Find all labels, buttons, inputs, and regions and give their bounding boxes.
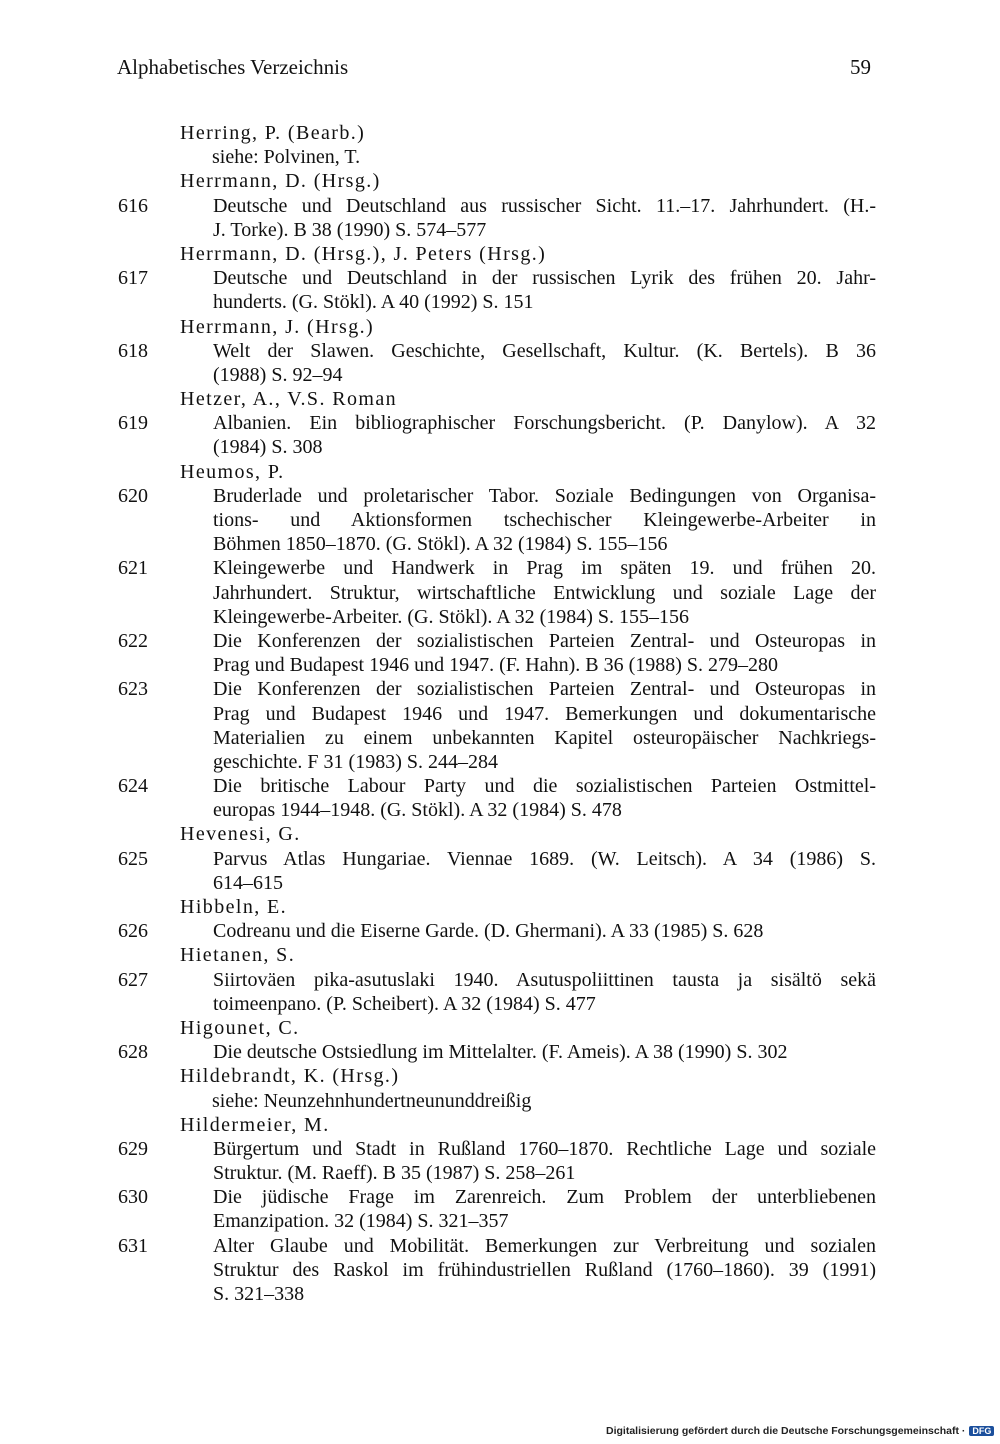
entry-line — [0, 1040, 1000, 1064]
entry-line — [0, 629, 1000, 653]
entry-number: 628 — [118, 1041, 148, 1064]
entry-line — [0, 992, 1000, 1016]
page-number: 59 — [850, 55, 871, 79]
author-heading: Herrmann, D. (Hrsg.), J. Peters (Hrsg.) — [180, 242, 547, 265]
entry-number: 622 — [118, 629, 148, 652]
entry-number: 616 — [118, 194, 148, 217]
entry-text: Struktur des Raskol im frühindustriellen Rußland (1760–1860). 39 (1991) — [213, 1258, 876, 1281]
entry-line — [0, 702, 1000, 726]
entry-text: 614–615 — [213, 871, 283, 894]
footer-text: Digitalisierung gefördert durch die Deutsche Forschungsgemeinschaft · — [606, 1425, 966, 1437]
entry-line — [0, 411, 1000, 435]
entry-text: Die britische Labour Party und die sozialistischen Parteien Ostmittel- — [213, 775, 876, 798]
entry-text: Die deutsche Ostsiedlung im Mittelalter. (F. Ameis). A 38 (1990) S. 302 — [213, 1041, 788, 1064]
author-heading: Hildermeier, M. — [180, 1113, 330, 1136]
entry-text: Emanzipation. 32 (1984) S. 321–357 — [213, 1210, 509, 1233]
entry-line — [0, 726, 1000, 750]
entry-line — [0, 871, 1000, 895]
entry-line — [0, 532, 1000, 556]
entry-text: Die Konferenzen der sozialistischen Parteien Zentral- und Osteuropas in — [213, 678, 876, 701]
entry-number: 630 — [118, 1186, 148, 1209]
entry-line — [0, 1185, 1000, 1209]
entry-text: (1988) S. 92–94 — [213, 363, 343, 386]
entry-line — [0, 194, 1000, 218]
entry-text: (1984) S. 308 — [213, 436, 323, 459]
entry-text: tions- und Aktionsformen tschechischer Kleingewerbe-Arbeiter in — [213, 509, 876, 531]
entry-line — [0, 484, 1000, 508]
author-heading: Hietanen, S. — [180, 944, 296, 967]
entry-line — [0, 1137, 1000, 1161]
entry-number: 619 — [118, 412, 148, 435]
entry-line — [0, 435, 1000, 459]
entry-text: Die jüdische Frage im Zarenreich. Zum Problem der unterbliebenen — [213, 1186, 876, 1209]
author-heading: Hildebrandt, K. (Hrsg.) — [180, 1065, 400, 1088]
entry-text: Bürgertum und Stadt in Rußland 1760–1870. Rechtliche Lage und soziale — [213, 1137, 876, 1160]
cross-reference: siehe: Polvinen, T. — [212, 146, 361, 169]
entry-number: 627 — [118, 968, 148, 991]
entry-line — [0, 556, 1000, 580]
entry-line — [0, 339, 1000, 363]
author-heading: Hevenesi, G. — [180, 823, 301, 846]
entry-number: 626 — [118, 920, 148, 943]
entry-line — [0, 1209, 1000, 1233]
entry-number: 618 — [118, 339, 148, 362]
entry-text: Deutsche und Deutschland in der russischen Lyrik des frühen 20. Jahr- — [213, 267, 876, 290]
entry-text: Kleingewerbe und Handwerk in Prag im späten 19. und frühen 20. — [213, 557, 876, 580]
entry-text: Siirtoväen pika-asutuslaki 1940. Asutuspoliittinen tausta ja sisältö sekä — [213, 968, 876, 991]
dfg-logo: DFG — [969, 1426, 994, 1436]
entry-line — [0, 605, 1000, 629]
entry-text: Alter Glaube und Mobilität. Bemerkungen zur Verbreitung und sozialen — [213, 1234, 876, 1257]
author-heading: Heumos, P. — [180, 460, 285, 483]
entry-text: J. Torke). B 38 (1990) S. 574–577 — [213, 218, 487, 241]
entry-text: hunderts. (G. Stökl). A 40 (1992) S. 151 — [213, 291, 534, 314]
entry-line — [0, 1282, 1000, 1306]
entry-number: 625 — [118, 847, 148, 870]
author-heading: Herrmann, D. (Hrsg.) — [180, 170, 381, 193]
entry-number: 621 — [118, 557, 148, 580]
entry-number: 631 — [118, 1234, 148, 1257]
entry-text: Prag und Budapest 1946 und 1947. (F. Hahn). B 36 (1988) S. 279–280 — [213, 654, 779, 677]
author-heading: Hetzer, A., V.S. Roman — [180, 388, 398, 411]
entry-line — [0, 266, 1000, 290]
entry-text: Albanien. Ein bibliographischer Forschungsbericht. (P. Danylow). A 32 — [213, 412, 876, 435]
entry-number: 624 — [118, 775, 148, 798]
entry-line — [0, 508, 1000, 532]
running-header-title: Alphabetisches Verzeichnis — [117, 55, 349, 79]
entry-text: europas 1944–1948. (G. Stökl). A 32 (1984) S. 478 — [213, 799, 622, 822]
entry-text: Parvus Atlas Hungariae. Viennae 1689. (W. Leitsch). A 34 (1986) S. — [213, 847, 876, 870]
entry-line — [0, 1258, 1000, 1282]
entry-number: 617 — [118, 267, 148, 290]
entry-text: S. 321–338 — [213, 1283, 305, 1305]
entry-text: toimeenpano. (P. Scheibert). A 32 (1984) S. 477 — [213, 992, 596, 1015]
entry-text: Welt der Slawen. Geschichte, Gesellschaft, Kultur. (K. Bertels). B 36 — [213, 339, 876, 362]
entry-line — [0, 677, 1000, 701]
entry-text: Bruderlade und proletarischer Tabor. Soziale Bedingungen von Organisa- — [213, 484, 876, 507]
entry-line — [0, 218, 1000, 242]
entry-line — [0, 1234, 1000, 1258]
entry-text: Böhmen 1850–1870. (G. Stökl). A 32 (1984) S. 155–156 — [213, 533, 668, 556]
entry-line — [0, 847, 1000, 871]
entry-line — [0, 798, 1000, 822]
entry-line — [0, 653, 1000, 677]
entry-line — [0, 581, 1000, 605]
author-heading: Hibbeln, E. — [180, 896, 288, 918]
entry-number: 620 — [118, 484, 148, 507]
digitization-footer — [606, 1425, 994, 1437]
bibliography-list — [0, 121, 1000, 1306]
entry-line — [0, 968, 1000, 992]
entry-text: Die Konferenzen der sozialistischen Parteien Zentral- und Osteuropas in — [213, 629, 876, 652]
entry-line — [0, 363, 1000, 387]
entry-text: Struktur. (M. Raeff). B 35 (1987) S. 258–261 — [213, 1162, 576, 1185]
author-heading: Herrmann, J. (Hrsg.) — [180, 315, 375, 338]
entry-text: Kleingewerbe-Arbeiter. (G. Stökl). A 32 (1984) S. 155–156 — [213, 605, 690, 628]
entry-text: Materialien zu einem unbekannten Kapitel osteuropäischer Nachkriegs- — [213, 726, 876, 749]
entry-line — [0, 774, 1000, 798]
entry-line — [0, 919, 1000, 943]
author-heading: Higounet, C. — [180, 1016, 300, 1039]
author-heading: Herring, P. (Bearb.) — [180, 122, 366, 144]
entry-line — [0, 290, 1000, 314]
entry-line — [0, 1161, 1000, 1185]
entry-line — [0, 750, 1000, 774]
entry-text: Codreanu und die Eiserne Garde. (D. Ghermani). A 33 (1985) S. 628 — [213, 920, 764, 943]
entry-text: Deutsche und Deutschland aus russischer Sicht. 11.–17. Jahrhundert. (H.- — [213, 194, 876, 217]
entry-number: 629 — [118, 1137, 148, 1160]
entry-text: Jahrhundert. Struktur, wirtschaftliche Entwicklung und soziale Lage der — [213, 581, 876, 604]
entry-text: Prag und Budapest 1946 und 1947. Bemerkungen und dokumentarische — [213, 702, 876, 725]
entry-text: geschichte. F 31 (1983) S. 244–284 — [213, 750, 498, 773]
cross-reference: siehe: Neunzehnhundertneununddreißig — [212, 1089, 532, 1112]
entry-number: 623 — [118, 678, 148, 701]
